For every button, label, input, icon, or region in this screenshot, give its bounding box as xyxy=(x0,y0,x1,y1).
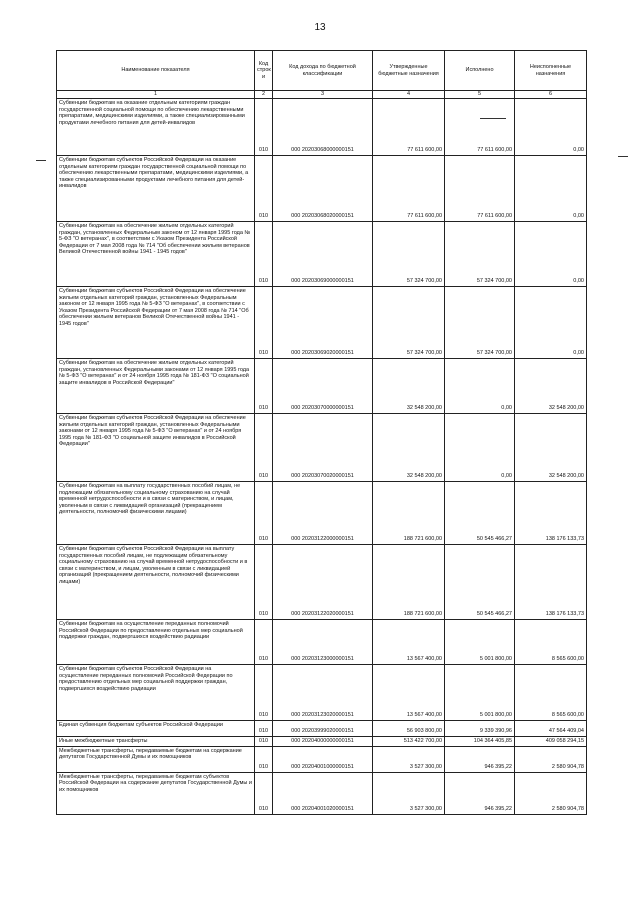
table-row xyxy=(57,222,587,287)
right-margin-tick xyxy=(618,156,628,157)
executed-amount: 0,00 xyxy=(445,359,515,414)
unexecuted-amount: 2 580 904,78 xyxy=(515,772,587,814)
executed-amount: 50 545 466,27 xyxy=(445,545,515,620)
header-row xyxy=(57,51,587,91)
executed-amount: 9 339 390,96 xyxy=(445,721,515,737)
unexecuted-amount: 2 580 904,78 xyxy=(515,746,587,772)
budget-code: 000 20203123000000151 xyxy=(273,620,373,665)
unexecuted-amount: 0,00 xyxy=(515,156,587,222)
table-row xyxy=(57,156,587,222)
row-code: 010 xyxy=(255,482,273,545)
executed-amount: 77 611 600,00 xyxy=(445,99,515,156)
executed-amount: 57 324 700,00 xyxy=(445,287,515,359)
table-row xyxy=(57,359,587,414)
row-code: 010 xyxy=(255,746,273,772)
row-code: 010 xyxy=(255,99,273,156)
indicator-name: Иные межбюджетные трансферты xyxy=(57,737,255,747)
header-executed: Исполнено xyxy=(445,51,515,91)
budget-code: 000 20203068000000151 xyxy=(273,99,373,156)
page-number: 13 xyxy=(314,22,326,33)
approved-amount: 77 611 600,00 xyxy=(373,99,445,156)
unexecuted-amount: 0,00 xyxy=(515,99,587,156)
budget-code: 000 20203069020000151 xyxy=(273,287,373,359)
budget-code: 000 20204001000000151 xyxy=(273,746,373,772)
table-row xyxy=(57,721,587,737)
budget-code: 000 20203070020000151 xyxy=(273,414,373,482)
table-row xyxy=(57,99,587,156)
budget-code: 000 20204000000000151 xyxy=(273,737,373,747)
indicator-name: Межбюджетные трансферты, передаваемые бюджетам субъектов Российской Федерации на содержание депутатов Государственной Думы и их помощников xyxy=(57,772,255,814)
executed-amount: 0,00 xyxy=(445,414,515,482)
indicator-name: Субвенции бюджетам на обеспечение жильем отдельных категорий граждан, установленных Федеральным законом от 12 января 1995 года № 5-ФЗ "О ветеранах", в соответствии с Указом Президента Российской Федерации от 7 мая 2008 года № 714 "Об обеспечении жильем ветеранов Великой Отечественной войны 1941 - 1945 годов" xyxy=(57,222,255,287)
approved-amount: 3 527 300,00 xyxy=(373,772,445,814)
budget-code: 000 20203999020000151 xyxy=(273,721,373,737)
row-code: 010 xyxy=(255,721,273,737)
approved-amount: 3 527 300,00 xyxy=(373,746,445,772)
unexecuted-amount: 409 058 294,15 xyxy=(515,737,587,747)
table-row xyxy=(57,545,587,620)
executed-amount: 946 395,22 xyxy=(445,772,515,814)
unexecuted-amount: 0,00 xyxy=(515,287,587,359)
column-number: 1 xyxy=(57,91,255,99)
row-code: 010 xyxy=(255,222,273,287)
approved-amount: 57 324 700,00 xyxy=(373,222,445,287)
table-row xyxy=(57,287,587,359)
row-code: 010 xyxy=(255,156,273,222)
header-budget-code: Код дохода по бюджетной классификации xyxy=(273,51,373,91)
row-code: 010 xyxy=(255,737,273,747)
approved-amount: 188 721 600,00 xyxy=(373,482,445,545)
table-row xyxy=(57,737,587,747)
budget-code: 000 20203123020000151 xyxy=(273,665,373,721)
column-number: 2 xyxy=(255,91,273,99)
approved-amount: 188 721 600,00 xyxy=(373,545,445,620)
column-number: 3 xyxy=(273,91,373,99)
approved-amount: 13 567 400,00 xyxy=(373,665,445,721)
executed-amount: 5 001 800,00 xyxy=(445,665,515,721)
handwritten-dash-mark xyxy=(480,118,506,119)
table-row xyxy=(57,665,587,721)
unexecuted-amount: 32 548 200,00 xyxy=(515,359,587,414)
header-name: Наименование показателя xyxy=(57,51,255,91)
approved-amount: 13 567 400,00 xyxy=(373,620,445,665)
executed-amount: 50 545 466,27 xyxy=(445,482,515,545)
table-row xyxy=(57,772,587,814)
budget-code: 000 20203068020000151 xyxy=(273,156,373,222)
executed-amount: 77 611 600,00 xyxy=(445,156,515,222)
executed-amount: 57 324 700,00 xyxy=(445,222,515,287)
indicator-name: Субвенции бюджетам на осуществление переданных полномочий Российской Федерации по предоставлению отдельных мер социальной поддержки граждан, подвергшихся воздействию радиации xyxy=(57,620,255,665)
row-code: 010 xyxy=(255,620,273,665)
column-number: 4 xyxy=(373,91,445,99)
header-approved: Утвержденные бюджетные назначения xyxy=(373,51,445,91)
row-code: 010 xyxy=(255,414,273,482)
budget-code: 000 20203070000000151 xyxy=(273,359,373,414)
indicator-name: Единая субвенция бюджетам субъектов Российской Федерации xyxy=(57,721,255,737)
approved-amount: 57 324 700,00 xyxy=(373,287,445,359)
indicator-name: Субвенции бюджетам субъектов Российской Федерации на обеспечение жильем отдельных категорий граждан, установленных Федеральными законами от 12 января 1995 года № 5-ФЗ "О ветеранах" и от 24 ноября 1995 года № 181-ФЗ "О социальной защите инвалидов в Российской Федерации" xyxy=(57,414,255,482)
unexecuted-amount: 8 565 600,00 xyxy=(515,620,587,665)
table-row xyxy=(57,414,587,482)
row-code: 010 xyxy=(255,359,273,414)
table-row xyxy=(57,620,587,665)
executed-amount: 104 364 405,85 xyxy=(445,737,515,747)
unexecuted-amount: 8 565 600,00 xyxy=(515,665,587,721)
column-number-row xyxy=(57,91,587,99)
row-code: 010 xyxy=(255,287,273,359)
budget-code: 000 20204001020000151 xyxy=(273,772,373,814)
unexecuted-amount: 138 176 133,73 xyxy=(515,545,587,620)
indicator-name: Межбюджетные трансферты, передаваемые бюджетам на содержание депутатов Государственной Думы и их помощников xyxy=(57,746,255,772)
executed-amount: 5 001 800,00 xyxy=(445,620,515,665)
budget-report-table xyxy=(56,50,587,815)
indicator-name: Субвенции бюджетам на оказание отдельным категориям граждан государственной социальной помощи по обеспечению лекарственными препаратами, медицинскими изделиями, а также специализированными продуктами лечебного питания для детей-инвалидов xyxy=(57,99,255,156)
approved-amount: 513 422 700,00 xyxy=(373,737,445,747)
left-margin-tick xyxy=(36,160,46,161)
budget-code: 000 20203122000000151 xyxy=(273,482,373,545)
indicator-name: Субвенции бюджетам субъектов Российской Федерации на осуществление переданных полномочий Российской Федерации по предоставлению отдельных мер социальной поддержки граждан, подвергшихся воздействию радиации xyxy=(57,665,255,721)
unexecuted-amount: 0,00 xyxy=(515,222,587,287)
unexecuted-amount: 47 564 409,04 xyxy=(515,721,587,737)
row-code: 010 xyxy=(255,772,273,814)
column-number: 5 xyxy=(445,91,515,99)
indicator-name: Субвенции бюджетам субъектов Российской Федерации на выплату государственных пособий лицам, не подлежащим обязательному социальному страхованию на случай временной нетрудоспособности и в связи с материнством, и лицам, уволенным в связи с ликвидацией организаций (прекращением деятельности, полномочий физическими лицами) xyxy=(57,545,255,620)
column-number: 6 xyxy=(515,91,587,99)
executed-amount: 946 395,22 xyxy=(445,746,515,772)
row-code: 010 xyxy=(255,545,273,620)
header-row-code: Код строк и xyxy=(255,51,273,91)
unexecuted-amount: 138 176 133,73 xyxy=(515,482,587,545)
budget-code: 000 20203069000000151 xyxy=(273,222,373,287)
approved-amount: 77 611 600,00 xyxy=(373,156,445,222)
approved-amount: 32 548 200,00 xyxy=(373,359,445,414)
indicator-name: Субвенции бюджетам на выплату государственных пособий лицам, не подлежащим обязательному социальному страхованию на случай временной нетрудоспособности и в связи с материнством, и лицам, уволенным в связи с ликвидацией организаций (прекращением деятельности, полномочий физическими лицами) xyxy=(57,482,255,545)
table-row xyxy=(57,746,587,772)
header-unexecuted: Неисполненные назначения xyxy=(515,51,587,91)
unexecuted-amount: 32 548 200,00 xyxy=(515,414,587,482)
row-code: 010 xyxy=(255,665,273,721)
budget-code: 000 20203122020000151 xyxy=(273,545,373,620)
table-row xyxy=(57,482,587,545)
approved-amount: 32 548 200,00 xyxy=(373,414,445,482)
indicator-name: Субвенции бюджетам субъектов Российской Федерации на оказание отдельным категориям граждан государственной социальной помощи по обеспечению лекарственными препаратами, медицинскими изделиями, а также специализированными продуктами лечебного питания для детей-инвалидов xyxy=(57,156,255,222)
indicator-name: Субвенции бюджетам на обеспечение жильем отдельных категорий граждан, установленных Федеральными законами от 12 января 1995 года № 5-ФЗ "О ветеранах" и от 24 ноября 1995 года № 181-ФЗ "О социальной защите инвалидов в Российской Федерации" xyxy=(57,359,255,414)
approved-amount: 56 903 800,00 xyxy=(373,721,445,737)
indicator-name: Субвенции бюджетам субъектов Российской Федерации на обеспечение жильем отдельных категорий граждан, установленных Федеральным законом от 12 января 1995 года № 5-ФЗ "О ветеранах", в соответствии с Указом Президента Российской Федерации от 7 мая 2008 года № 714 "Об обеспечении жильем ветеранов Великой Отечественной войны 1941 - 1945 годов" xyxy=(57,287,255,359)
